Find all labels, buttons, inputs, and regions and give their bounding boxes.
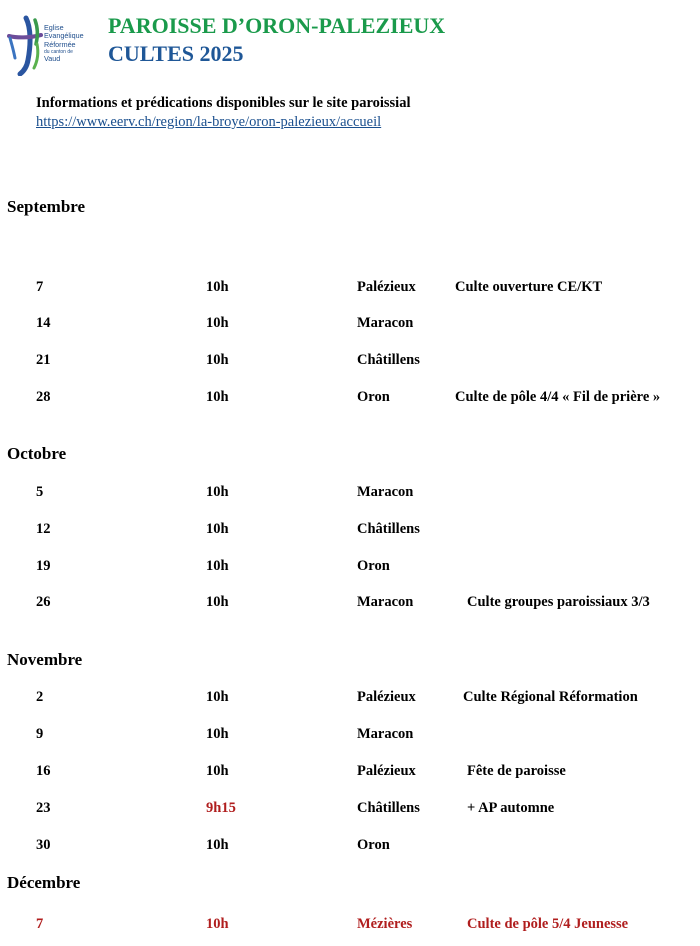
service-time: 10h xyxy=(206,726,229,742)
service-time: 10h xyxy=(206,837,229,853)
month-heading-octobre: Octobre xyxy=(7,444,67,463)
service-day: 16 xyxy=(36,763,51,779)
service-day: 7 xyxy=(36,279,44,295)
logo-line-4: Vaud xyxy=(44,54,61,64)
table-row xyxy=(0,315,700,335)
service-note: Culte de pôle 5/4 Jeunesse xyxy=(467,916,629,932)
service-place: Oron xyxy=(357,389,390,405)
service-day: 5 xyxy=(36,484,44,500)
service-time: 9h15 xyxy=(206,800,236,816)
info-text: Informations et prédications disponibles sur le site paroissial xyxy=(36,95,411,111)
service-day: 30 xyxy=(36,837,51,853)
service-day: 26 xyxy=(36,594,51,610)
service-time: 10h xyxy=(206,558,229,574)
service-time: 10h xyxy=(206,521,229,537)
service-note: + AP automne xyxy=(467,800,555,816)
eerv-logo xyxy=(7,14,99,76)
table-row xyxy=(0,352,700,372)
logo-line-2: Evangélique xyxy=(44,31,84,41)
service-place: Châtillens xyxy=(357,800,420,816)
service-place: Maracon xyxy=(357,484,414,500)
logo-text xyxy=(44,24,84,64)
service-place: Palézieux xyxy=(357,279,416,295)
services-title: CULTES 2025 xyxy=(108,41,244,66)
service-note: Culte Régional Réformation xyxy=(463,689,638,705)
table-row xyxy=(0,763,700,783)
logo-line-small: du canton de xyxy=(44,49,73,56)
service-time: 10h xyxy=(206,315,229,331)
service-time: 10h xyxy=(206,916,229,932)
month-heading-novembre: Novembre xyxy=(7,650,83,669)
table-row xyxy=(0,558,700,578)
table-row xyxy=(0,279,700,299)
service-day: 21 xyxy=(36,352,51,368)
service-place: Maracon xyxy=(357,315,414,331)
table-row xyxy=(0,800,700,820)
table-row xyxy=(0,726,700,746)
service-day: 23 xyxy=(36,800,51,816)
service-note: Culte de pôle 4/4 « Fil de prière » xyxy=(455,389,661,405)
month-heading-decembre: Décembre xyxy=(7,873,81,892)
cross-logo-icon xyxy=(7,14,47,76)
service-place: Oron xyxy=(357,837,390,853)
service-note: Culte groupes paroissiaux 3/3 xyxy=(467,594,650,610)
service-place: Palézieux xyxy=(357,763,416,779)
month-heading-septembre: Septembre xyxy=(7,197,86,216)
service-note: Fête de paroisse xyxy=(467,763,566,779)
table-row xyxy=(0,594,700,614)
service-day: 14 xyxy=(36,315,51,331)
table-row xyxy=(0,837,700,857)
service-time: 10h xyxy=(206,279,229,295)
service-place: Mézières xyxy=(357,916,413,932)
service-time: 10h xyxy=(206,689,229,705)
table-row xyxy=(0,916,700,936)
service-time: 10h xyxy=(206,389,229,405)
service-time: 10h xyxy=(206,594,229,610)
table-row xyxy=(0,689,700,709)
table-row xyxy=(0,521,700,541)
service-place: Châtillens xyxy=(357,352,420,368)
service-day: 19 xyxy=(36,558,51,574)
service-note: Culte ouverture CE/KT xyxy=(455,279,603,295)
logo-line-3: Réformée xyxy=(44,39,76,49)
table-row xyxy=(0,389,700,409)
service-time: 10h xyxy=(206,352,229,368)
parish-title: PAROISSE D’ORON-PALEZIEUX xyxy=(108,13,446,38)
service-day: 12 xyxy=(36,521,51,537)
service-place: Maracon xyxy=(357,726,414,742)
service-day: 9 xyxy=(36,726,44,742)
service-day: 7 xyxy=(36,916,44,932)
service-place: Oron xyxy=(357,558,390,574)
parish-website-link[interactable]: https://www.eerv.ch/region/la-broye/oron-palezieux/accueil xyxy=(36,114,382,130)
logo-line-1: Eglise xyxy=(44,23,64,32)
service-place: Palézieux xyxy=(357,689,416,705)
service-place: Châtillens xyxy=(357,521,420,537)
table-row xyxy=(0,484,700,504)
service-place: Maracon xyxy=(357,594,414,610)
service-time: 10h xyxy=(206,763,229,779)
service-day: 2 xyxy=(36,689,44,705)
service-time: 10h xyxy=(206,484,229,500)
service-day: 28 xyxy=(36,389,51,405)
